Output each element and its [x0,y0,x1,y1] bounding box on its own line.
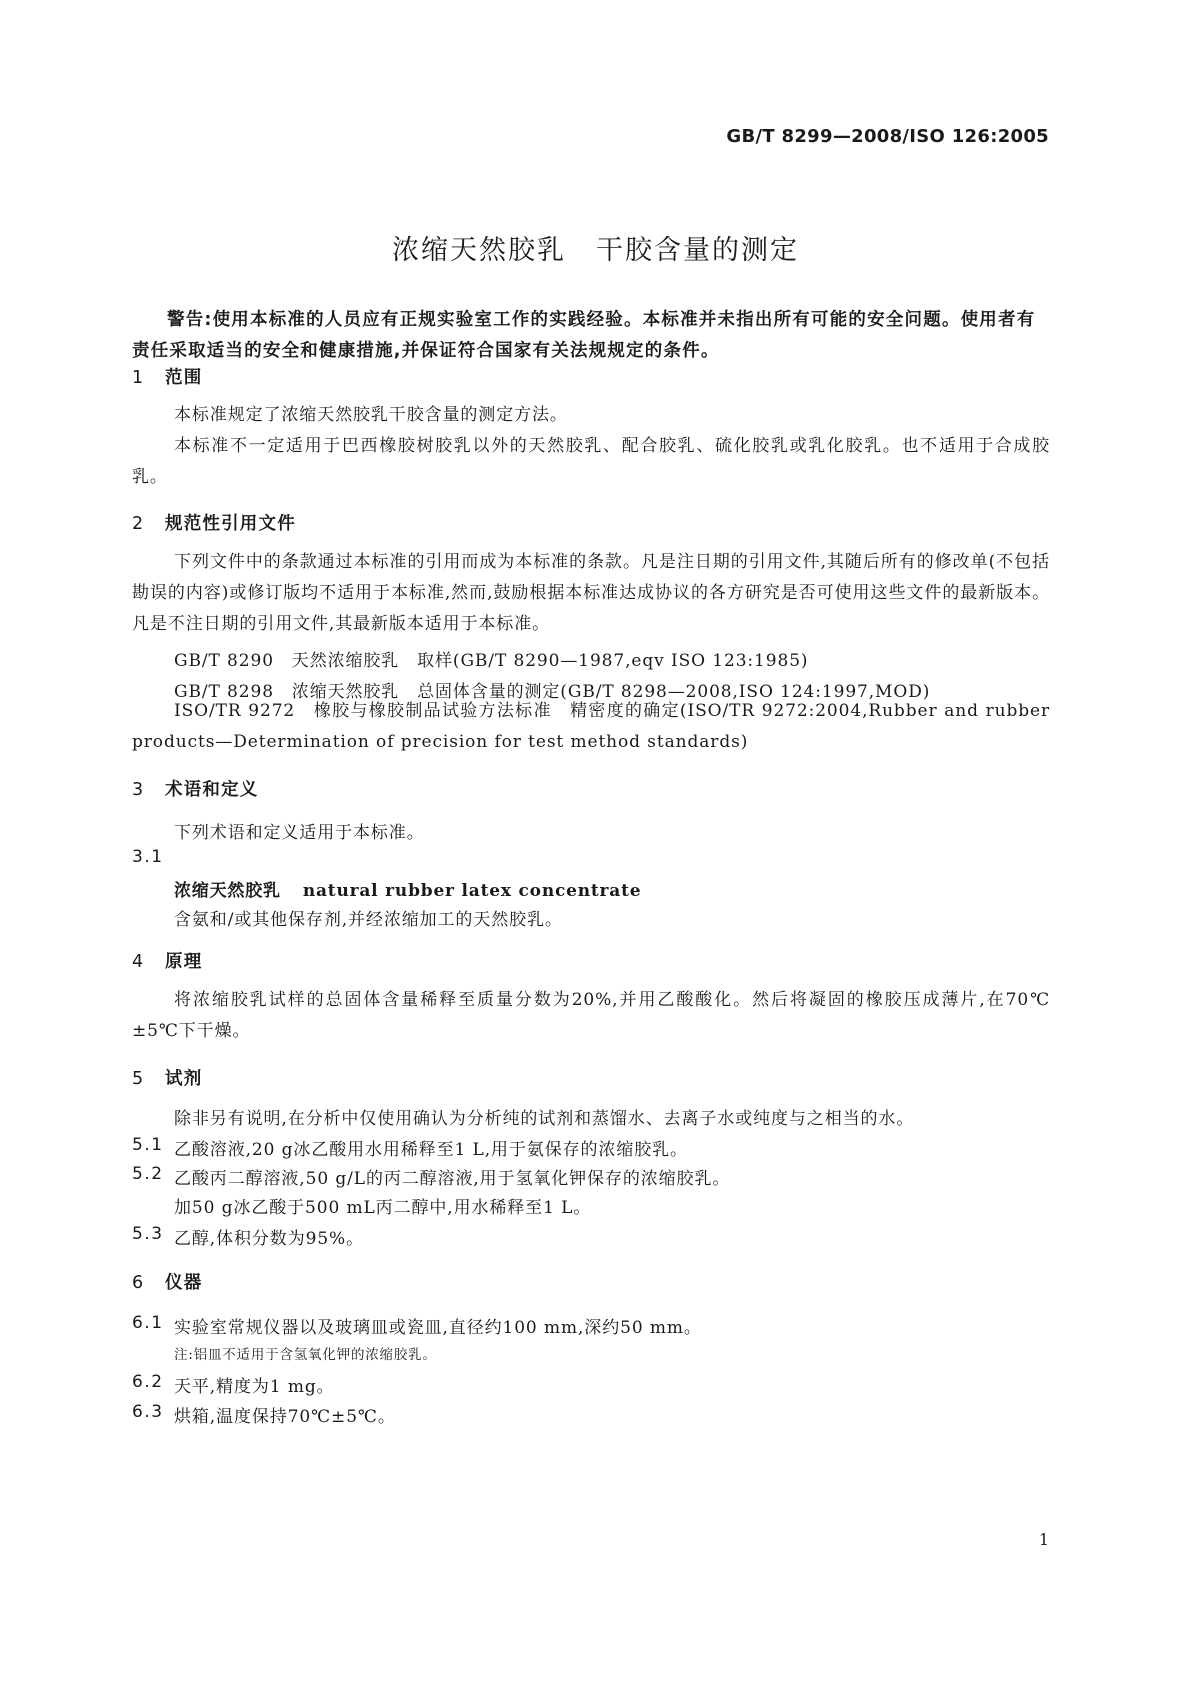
section-6-heading [132,1269,202,1294]
term-english: natural rubber latex concentrate [302,881,642,901]
term-definition: 含氨和/或其他保存剂,并经浓缩加工的天然胶乳。 [174,910,563,930]
section-number: 3 [132,780,145,800]
clause-6-2-number: 6.2 [132,1372,164,1392]
section-title: 术语和定义 [165,780,259,800]
section-3-heading [132,776,259,801]
section-number: 1 [132,368,145,388]
section-3-paragraph-1: 下列术语和定义适用于本标准。 [174,823,425,843]
section-title: 原理 [165,952,203,972]
section-number: 5 [132,1069,145,1089]
section-1-paragraph-1: 本标准规定了浓缩天然胶乳干胶含量的测定方法。 [174,405,568,425]
title-part-2: 干胶含量的测定 [596,235,799,266]
clause-6-3-number: 6.3 [132,1402,164,1422]
section-number: 2 [132,514,145,534]
clause-5-2-text: 乙酸丙二醇溶液,50 g/L的丙二醇溶液,用于氢氧化钾保存的浓缩胶乳。 [174,1169,731,1189]
clause-5-3-text: 乙醇,体积分数为95%。 [174,1229,364,1249]
clause-3-1-number: 3.1 [132,847,164,867]
warning-paragraph: 警告:使用本标准的人员应有正规实验室工作的实践经验。本标准并未指出所有可能的安全问题。使用者有责任采取适当的安全和健康措施,并保证符合国家有关法规规定的条件。 [132,310,1036,361]
reference-gbt-8298: GB/T 8298 浓缩天然胶乳 总固体含量的测定(GB/T 8298—2008,ISO 124:1997,MOD) [174,682,931,702]
clause-5-1-number: 5.1 [132,1135,164,1155]
section-4-heading [132,948,202,973]
page-number: 1 [1038,1530,1049,1549]
note-text: 注:铝皿不适用于含氢氧化钾的浓缩胶乳。 [174,1347,437,1363]
section-title: 规范性引用文件 [165,514,296,534]
clause-5-3-number: 5.3 [132,1224,164,1244]
clause-6-3-text: 烘箱,温度保持70℃±5℃。 [174,1407,396,1427]
title-part-1: 浓缩天然胶乳 [392,235,566,266]
section-1-paragraph-2: 本标准不一定适用于巴西橡胶树胶乳以外的天然胶乳、配合胶乳、硫化胶乳或乳化胶乳。也不适用于合成胶乳。 [132,436,1050,487]
section-4-paragraph-1: 将浓缩胶乳试样的总固体含量稀释至质量分数为20%,并用乙酸酸化。然后将凝固的橡胶压成薄片,在70℃±5℃下干燥。 [132,990,1050,1041]
reference-gbt-8290: GB/T 8290 天然浓缩胶乳 取样(GB/T 8290—1987,eqv ISO 123:1985) [174,651,809,671]
clause-5-2-number: 5.2 [132,1164,164,1184]
section-title: 范围 [165,368,203,388]
section-5-heading [132,1065,202,1090]
document-title [0,228,1191,267]
term-entry [174,876,641,901]
section-2-paragraph-1: 下列文件中的条款通过本标准的引用而成为本标准的条款。凡是注日期的引用文件,其随后所有的修改单(不包括勘误的内容)或修订版均不适用于本标准,然而,鼓励根据本标准达成协议的各方研究是否可使用这些文件的最新版本。凡是不注日期的引用文件,其最新版本适用于本标准。 [132,552,1050,634]
section-1-heading [132,364,202,389]
section-number: 6 [132,1273,145,1293]
section-2-heading [132,510,296,535]
clause-5-1-text: 乙酸溶液,20 g冰乙酸用水用稀释至1 L,用于氨保存的浓缩胶乳。 [174,1140,688,1160]
standard-code: GB/T 8299—2008/ISO 126:2005 [726,126,1049,147]
clause-6-2-text: 天平,精度为1 mg。 [174,1377,335,1397]
section-5-paragraph-1: 除非另有说明,在分析中仅使用确认为分析纯的试剂和蒸馏水、去离子水或纯度与之相当的水。 [174,1109,915,1129]
term-chinese: 浓缩天然胶乳 [174,881,281,901]
section-title: 试剂 [165,1069,203,1089]
clause-6-1-text: 实验室常规仪器以及玻璃皿或瓷皿,直径约100 mm,深约50 mm。 [174,1318,702,1338]
clause-6-1-number: 6.1 [132,1313,164,1333]
clause-5-2-continuation: 加50 g冰乙酸于500 mL丙二醇中,用水稀释至1 L。 [174,1198,592,1218]
reference-iso-tr-9272: ISO/TR 9272 橡胶与橡胶制品试验方法标准 精密度的确定(ISO/TR 9272:2004,Rubber and rubber products—Determination of precision for test method standards) [132,701,1050,752]
section-title: 仪器 [165,1273,203,1293]
section-number: 4 [132,952,145,972]
